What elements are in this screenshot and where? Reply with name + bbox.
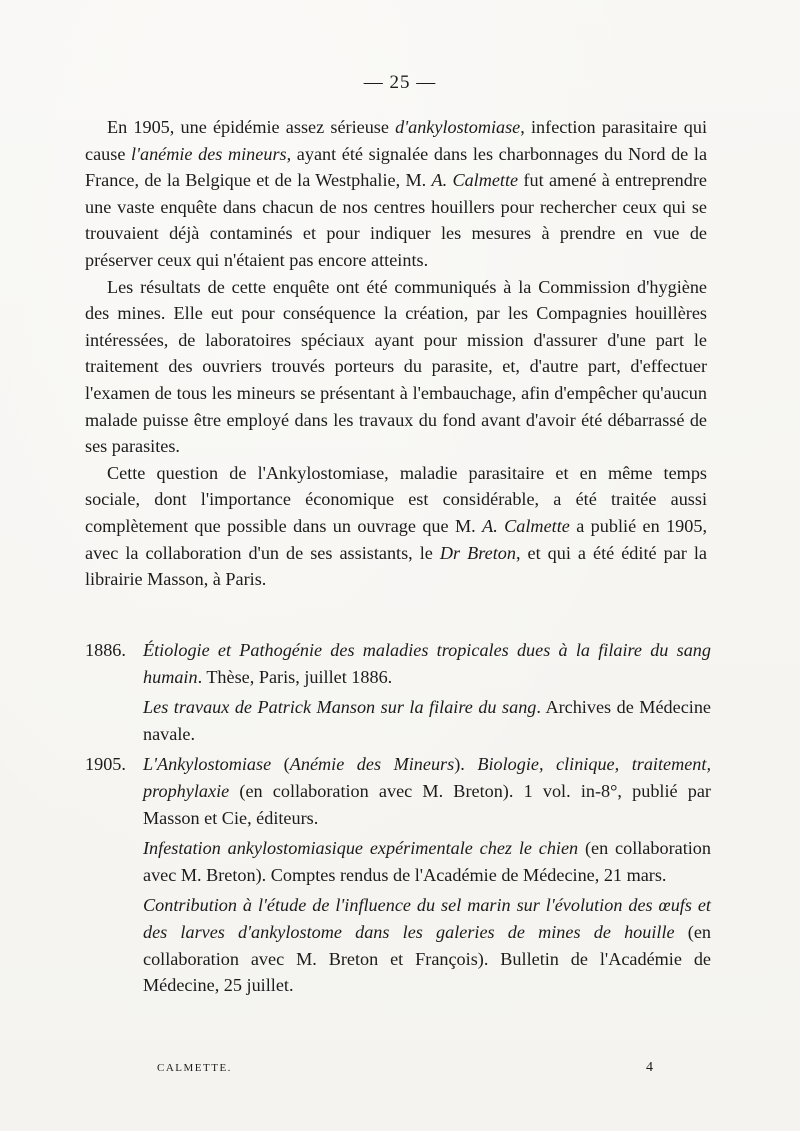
- bibliography-text: [142, 835, 711, 888]
- bibliography-year: 1905.: [85, 754, 126, 775]
- italic-text: A. Calmette: [431, 170, 519, 191]
- paragraph-3: [85, 460, 707, 593]
- italic-text: d'ankylostomiase: [395, 117, 521, 137]
- italic-text: Infestation ankylostomiasique expérimentale chez le chien: [143, 838, 579, 859]
- bibliography-text: [142, 694, 711, 747]
- paragraph-1: [85, 114, 707, 274]
- text-run: (en collaboration avec M. Breton). 1 vol. in-8°, publié par Masson et Cie, éditeurs.: [143, 780, 711, 828]
- italic-text: Étiologie et Pathogénie des maladies tropicales dues à la filaire du sang humain: [143, 640, 711, 687]
- paragraph-2: [85, 274, 707, 460]
- bibliography-entry: [85, 835, 711, 888]
- text-run: a publié en 1905, avec la collaboration d'un de ses assistants, le: [85, 515, 708, 563]
- text-run: Cette question de l'Ankylostomiase, maladie parasitaire et en même temps sociale, dont l'importance économique est considérable, a été traitée aussi complètement que possible dans un ouvrage que M.: [85, 462, 707, 536]
- text-run: . Thèse, Paris, juillet 1886.: [197, 666, 393, 687]
- bibliography-entry: [85, 637, 711, 690]
- bibliography-text: [142, 637, 711, 690]
- italic-text: Anémie des Mineurs: [289, 754, 455, 775]
- bibliography-entry: [85, 892, 711, 998]
- text-run: En 1905, une épidémie assez sérieuse: [107, 117, 396, 137]
- bibliography-text: [142, 751, 711, 831]
- page-number: — 25 —: [363, 72, 437, 93]
- italic-text: Dr Breton: [439, 542, 516, 563]
- footer-signature: CALMETTE.: [157, 1062, 232, 1074]
- bibliography-year: 1886.: [85, 640, 126, 660]
- italic-text: A. Calmette: [482, 515, 570, 536]
- italic-text: Biologie, clinique, traitement, prophylaxie: [143, 754, 712, 801]
- italic-text: Contribution à l'étude de l'influence du sel marin sur l'évolution des œufs et des larves d'ankylostome dans les galeries de mines de houille: [143, 895, 711, 942]
- bibliography-text: [142, 892, 711, 998]
- bibliography-entry: [85, 694, 711, 747]
- footer-sheet-number: 4: [646, 1060, 653, 1075]
- text-run: (en collaboration avec M. Breton et François). Bulletin de l'Académie de Médecine, 25 juillet.: [143, 921, 711, 996]
- text-run: Les résultats de cette enquête ont été communiqués à la Commission d'hygiène des mines. Elle eut pour conséquence la création, par les Compagnies houillères intéressées, de laboratoires spéciaux ayant pour mission d'assurer d'une part le traitement des ouvriers trouvés porteurs du parasite, et, d'autre part, d'effectuer l'examen de tous les mineurs se présentant à l'embauchage, afin d'empêcher qu'aucun malade puisse être employé dans les travaux du fond avant d'avoir été débarrassé de ses parasites.: [85, 276, 707, 457]
- text-run: , ayant été signalée dans les charbonnages du Nord de la France, de la Belgique et de la Westphalie, M.: [85, 143, 708, 191]
- text-run: . Archives de Médecine navale.: [143, 697, 711, 744]
- text-run: , et qui a été édité par la librairie Masson, à Paris.: [85, 542, 707, 590]
- bibliography-list: [85, 637, 711, 1003]
- text-run: (en collaboration avec M. Breton). Comptes rendus de l'Académie de Médecine, 21 mars.: [143, 838, 711, 885]
- text-run: ).: [454, 754, 478, 775]
- text-run: , infection parasitaire qui cause: [85, 117, 707, 164]
- italic-text: L'Ankylostomiase: [143, 754, 272, 775]
- italic-text: Les travaux de Patrick Manson sur la filaire du sang: [143, 697, 537, 718]
- text-run: (: [271, 754, 290, 775]
- text-run: fut amené à entreprendre une vaste enquête dans chacun de nos centres houillers pour rechercher ceux qui se trouvaient déjà contaminés et pour indiquer les mesures à prendre en vue de préserver ceux qui n'étaient pas encore atteints.: [85, 170, 707, 270]
- bibliography-entry: [85, 751, 711, 831]
- body-text: [85, 114, 707, 593]
- italic-text: l'anémie des mineurs: [131, 143, 287, 164]
